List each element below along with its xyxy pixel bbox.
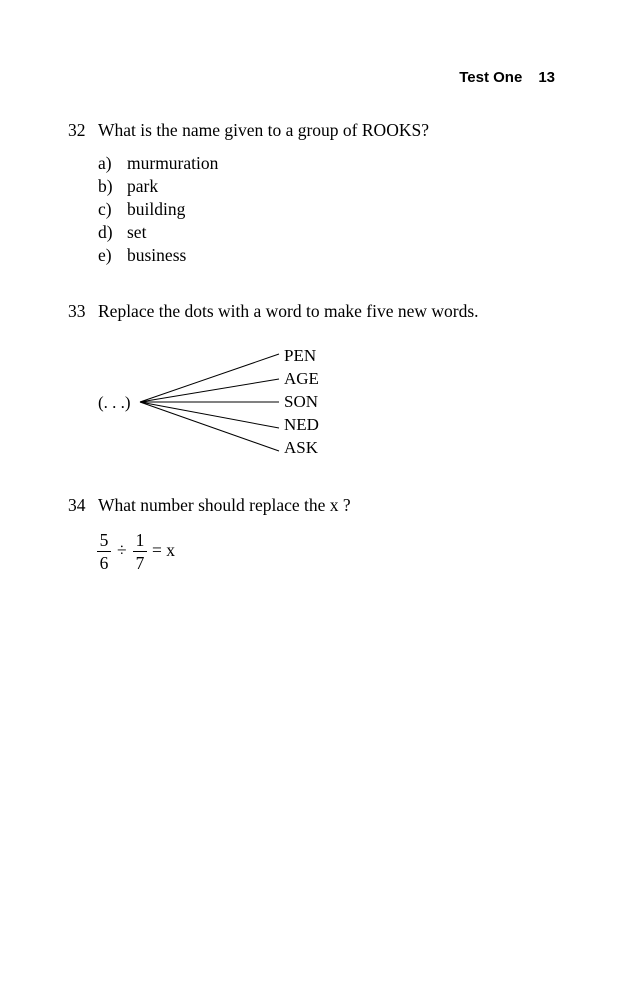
fan-line-5	[140, 402, 279, 451]
fan-line-1	[140, 354, 279, 402]
option-letter: e)	[98, 245, 112, 265]
fan-line-2	[140, 379, 279, 402]
option-text: set	[127, 222, 147, 242]
option-text: business	[127, 245, 187, 265]
question-text: What number should replace the x ?	[98, 495, 351, 515]
fraction-1-numerator: 5	[99, 530, 109, 550]
dots-placeholder: (. . .)	[98, 393, 131, 412]
question-34	[68, 495, 351, 516]
option-letter: d)	[98, 222, 113, 242]
fraction-2-denominator: 7	[135, 553, 145, 573]
division-operator: ÷	[117, 540, 127, 560]
suffix-word: PEN	[284, 346, 317, 365]
question-number: 34	[68, 495, 86, 515]
option-text: murmuration	[127, 153, 219, 173]
question-text: Replace the dots with a word to make five new words.	[98, 301, 479, 321]
suffix-word: AGE	[284, 369, 319, 388]
option-text: building	[127, 199, 186, 219]
suffix-word: ASK	[284, 438, 319, 457]
equals-x: = x	[152, 540, 175, 560]
option-letter: c)	[98, 199, 112, 219]
page-number: 13	[538, 69, 555, 86]
fraction-1-bar	[97, 551, 111, 552]
option-text: park	[127, 176, 159, 196]
fan-line-4	[140, 402, 279, 428]
fraction-2-numerator: 1	[135, 530, 145, 550]
suffix-word: NED	[284, 415, 319, 434]
question-text: What is the name given to a group of ROOKS?	[98, 120, 429, 140]
chapter-title: Test One	[459, 69, 523, 86]
fraction-2-bar	[133, 551, 147, 552]
question-number: 33	[68, 301, 86, 321]
fraction-1-denominator: 6	[99, 553, 109, 573]
question-number: 32	[68, 120, 86, 140]
suffix-word: SON	[284, 392, 319, 411]
option-letter: b)	[98, 176, 113, 196]
option-letter: a)	[98, 153, 112, 173]
